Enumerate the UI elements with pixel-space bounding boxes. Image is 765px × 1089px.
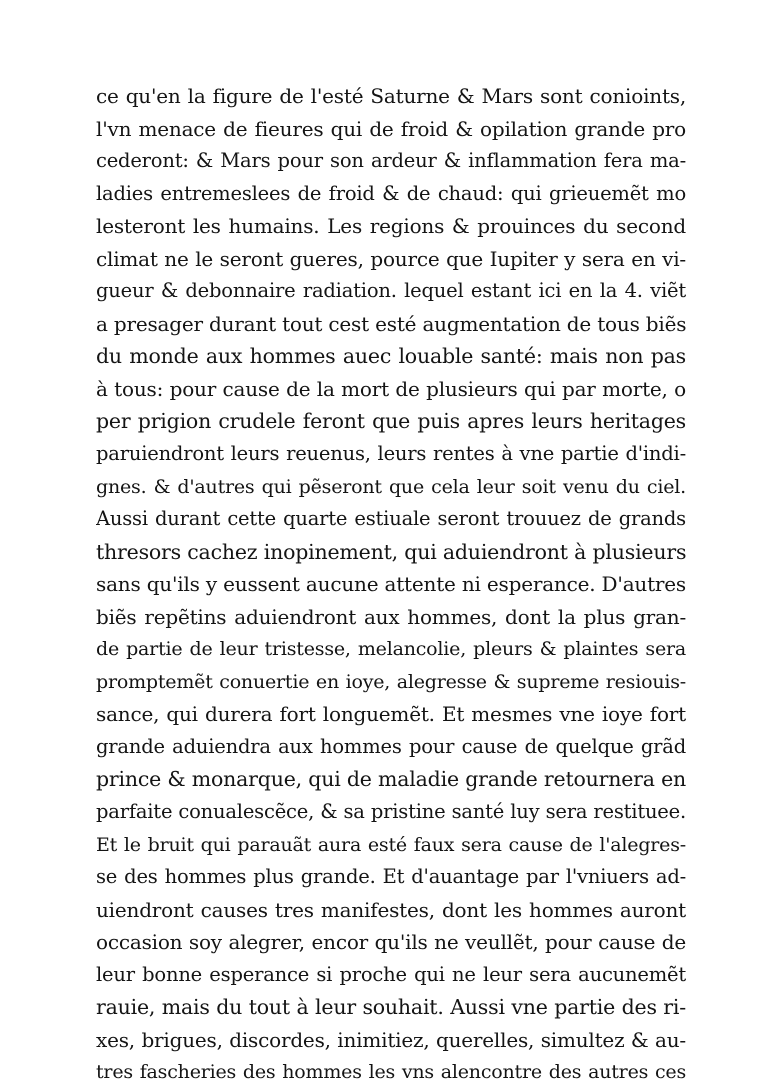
text-line: sans qu'ils y eussent aucune attente ni esperance. D'autres bbox=[96, 572, 686, 597]
text-line: gnes. & d'autres qui pẽseront que cela leur soit venu du ciel. bbox=[96, 475, 686, 498]
text-line: gueur & debonnaire radiation. lequel estant ici en la 4. viẽt bbox=[96, 279, 686, 303]
text-line: cederont: & Mars pour son ardeur & inflammation fera ma- bbox=[96, 149, 686, 173]
text-line: parfaite conualescẽce, & sa pristine santé luy sera restituee. bbox=[96, 800, 686, 824]
text-line: du monde aux hommes auec louable santé: mais non pas bbox=[96, 344, 686, 369]
body-text bbox=[96, 80, 686, 1089]
text-line: prince & monarque, qui de maladie grande retournera en bbox=[96, 767, 686, 792]
text-line: à tous: pour cause de la mort de plusieurs qui par morte, o bbox=[96, 376, 686, 401]
text-line: climat ne le seront gueres, pource que Iupiter y sera en vi- bbox=[96, 246, 686, 271]
text-line: ladies entremeslees de froid & de chaud: qui grieuemẽt mo bbox=[96, 181, 686, 205]
text-line: paruiendront leurs reuenus, leurs rentes à vne partie d'indi- bbox=[96, 442, 686, 466]
text-line: Aussi durant cette quarte estiuale seront trouuez de grands bbox=[96, 507, 686, 531]
text-line: de partie de leur tristesse, melancolie, pleurs & plaintes sera bbox=[96, 638, 686, 661]
text-line: uiendront causes tres manifestes, dont les hommes auront bbox=[96, 897, 686, 922]
text-line: grande aduiendra aux hommes pour cause de quelque grãd bbox=[96, 734, 686, 758]
text-line: lesteront les humains. Les regions & prouinces du second bbox=[96, 214, 686, 239]
text-line: Et le bruit qui parauãt aura esté faux sera cause de l'alegres- bbox=[96, 833, 686, 856]
text-line: l'vn menace de fieures qui de froid & opilation grande pro bbox=[96, 116, 686, 141]
text-line: tres fascheries des hommes les vns alencontre des autres ces bbox=[96, 1061, 686, 1084]
text-line: per prigion crudele feront que puis apres leurs heritages bbox=[96, 409, 686, 434]
text-line: occasion soy alegrer, encor qu'ils ne veullẽt, pour cause de bbox=[96, 930, 686, 955]
text-line: se des hommes plus grande. Et d'auantage par l'vniuers ad- bbox=[96, 865, 686, 889]
text-line: xes, brigues, discordes, inimitiez, querelles, simultez & au- bbox=[96, 1027, 686, 1052]
text-line: biẽs repẽtins aduiendront aux hommes, dont la plus gran- bbox=[96, 604, 686, 629]
text-line: leur bonne esperance si proche qui ne leur sera aucunemẽt bbox=[96, 962, 686, 986]
text-line: thresors cachez inopinement, qui aduiendront à plusieurs bbox=[96, 539, 686, 564]
text-line: ce qu'en la figure de l'esté Saturne & Mars sont conioints, bbox=[96, 84, 686, 108]
text-line: a presager durant tout cest esté augmentation de tous biẽs bbox=[96, 311, 686, 336]
text-line: sance, qui durera fort longuemẽt. Et mesmes vne ioye fort bbox=[96, 702, 686, 727]
text-line: rauie, mais du tout à leur souhait. Aussi vne partie des ri- bbox=[96, 995, 686, 1020]
text-line: promptemẽt conuertie en ioye, alegresse & supreme resiouis- bbox=[96, 670, 686, 693]
